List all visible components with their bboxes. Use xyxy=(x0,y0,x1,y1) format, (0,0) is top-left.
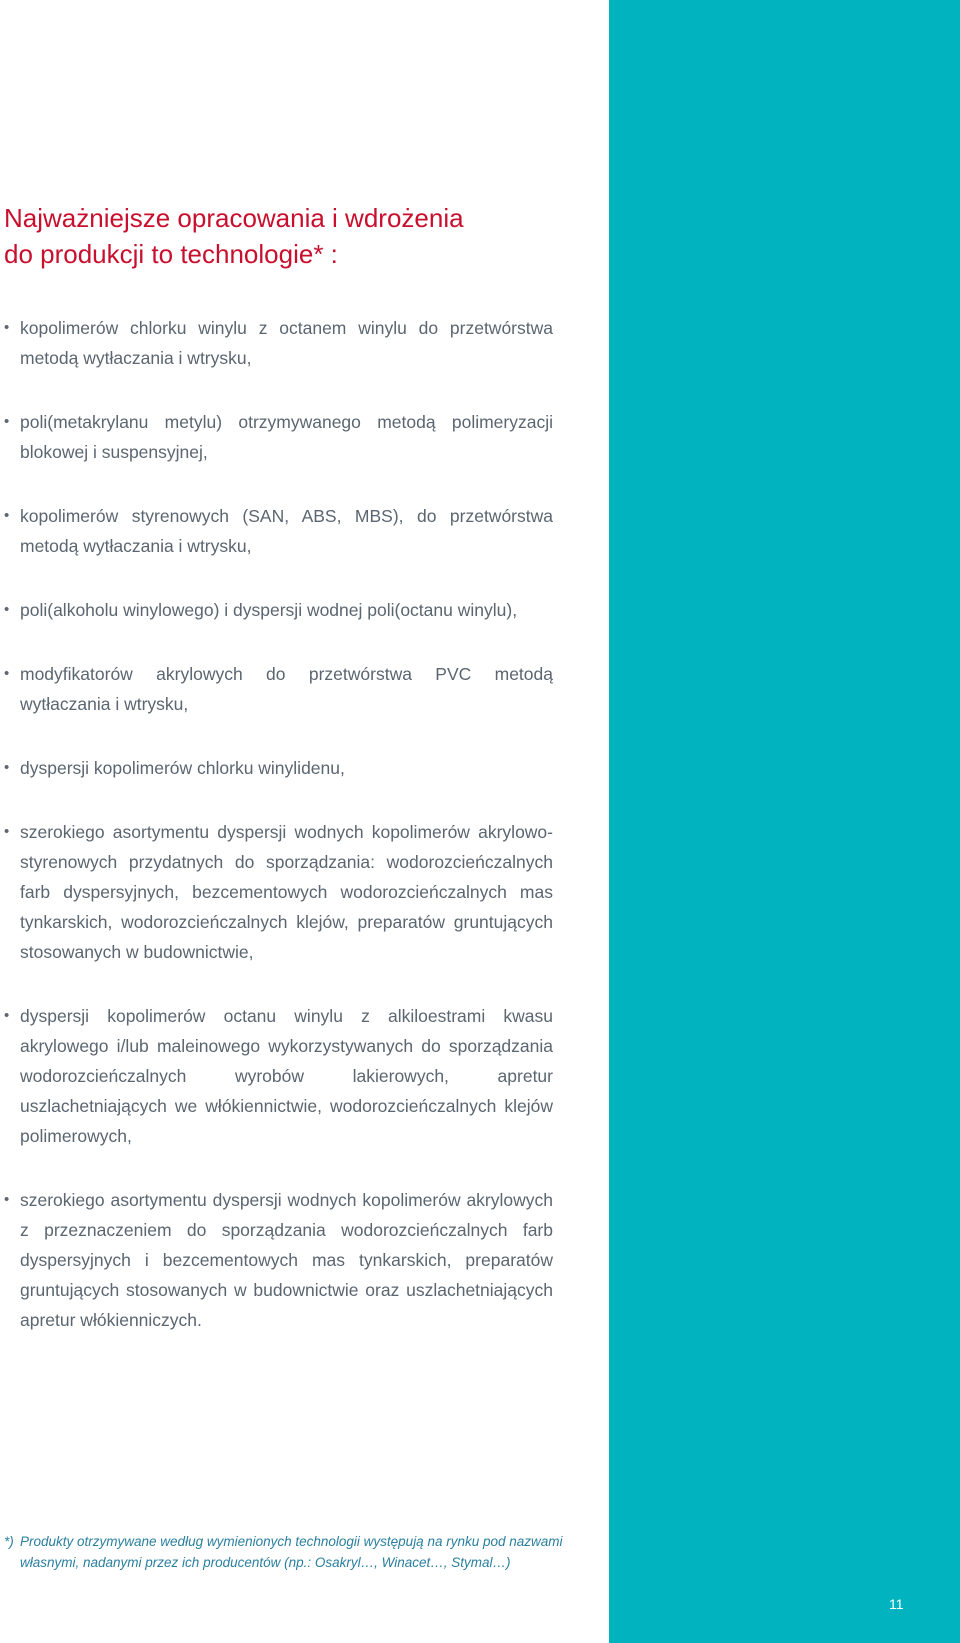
bullet-dot-icon: • xyxy=(4,319,10,336)
teal-side-panel xyxy=(609,0,960,1643)
list-item xyxy=(0,501,553,561)
bullet-dot-icon: • xyxy=(4,1191,10,1208)
list-item-text: szerokiego asortymentu dyspersji wodnych kopolimerów akrylowych z przeznaczeniem do sporządzania wodorozcieńczalnych farb dyspersyjnych i bezcementowych mas tynkarskich, preparatów gruntujących stosowanych w budownictwie oraz uszlachetniających apretur włókienniczych. xyxy=(20,1190,553,1330)
list-item xyxy=(0,817,553,967)
footnote-text: Produkty otrzymywane według wymienionych technologii występują na rynku pod nazwami własnymi, nadanymi przez ich producentów (np.: Osakryl…, Winacet…, Stymal…) xyxy=(20,1534,563,1570)
list-item-text: poli(alkoholu winylowego) i dyspersji wodnej poli(octanu winylu), xyxy=(20,600,518,620)
bullet-dot-icon: • xyxy=(4,413,10,430)
bullet-dot-icon: • xyxy=(4,507,10,524)
list-item xyxy=(0,595,553,625)
list-item-text: dyspersji kopolimerów chlorku winylidenu, xyxy=(20,758,345,778)
footnote-marker: *) xyxy=(4,1534,14,1549)
heading-line-1: Najważniejsze opracowania i wdrożenia xyxy=(4,203,464,233)
bullet-dot-icon: • xyxy=(4,1007,10,1024)
list-item-text: modyfikatorów akrylowych do przetwórstwa PVC metodą wytłaczania i wtrysku, xyxy=(20,664,553,714)
heading-line-2: do produkcji to technologie* : xyxy=(4,239,338,269)
bullet-dot-icon: • xyxy=(4,601,10,618)
footnote xyxy=(4,1531,564,1573)
bullet-dot-icon: • xyxy=(4,759,10,776)
technology-list xyxy=(0,313,553,1369)
list-item-text: kopolimerów styrenowych (SAN, ABS, MBS), do przetwórstwa metodą wytłaczania i wtrysku, xyxy=(20,506,553,556)
bullet-dot-icon: • xyxy=(4,665,10,682)
list-item-text: kopolimerów chlorku winylu z octanem winylu do przetwórstwa metodą wytłaczania i wtrysku, xyxy=(20,318,553,368)
list-item xyxy=(0,1185,553,1335)
list-item-text: dyspersji kopolimerów octanu winylu z alkiloestrami kwasu akrylowego i/lub maleinowego wykorzystywanych do sporządzania wodorozcieńczalnych wyrobów lakierowych, apretur uszlachetniających we włókiennictwie, wodorozcieńczalnych klejów polimerowych, xyxy=(20,1006,553,1146)
list-item xyxy=(0,659,553,719)
list-item xyxy=(0,1001,553,1151)
page-number: 11 xyxy=(889,1596,904,1612)
list-item-text: szerokiego asortymentu dyspersji wodnych kopolimerów akrylowo-styrenowych przydatnych do sporządzania: wodorozcieńczalnych farb dyspersyjnych, bezcementowych wodorozcieńczalnych mas tynkarskich, wodorozcieńczalnych klejów, preparatów gruntujących stosowanych w budownictwie, xyxy=(20,822,553,962)
section-heading xyxy=(4,200,564,272)
list-item xyxy=(0,407,553,467)
list-item xyxy=(0,753,553,783)
list-item-text: poli(metakrylanu metylu) otrzymywanego metodą polimeryzacji blokowej i suspensyjnej, xyxy=(20,412,553,462)
bullet-dot-icon: • xyxy=(4,823,10,840)
list-item xyxy=(0,313,553,373)
